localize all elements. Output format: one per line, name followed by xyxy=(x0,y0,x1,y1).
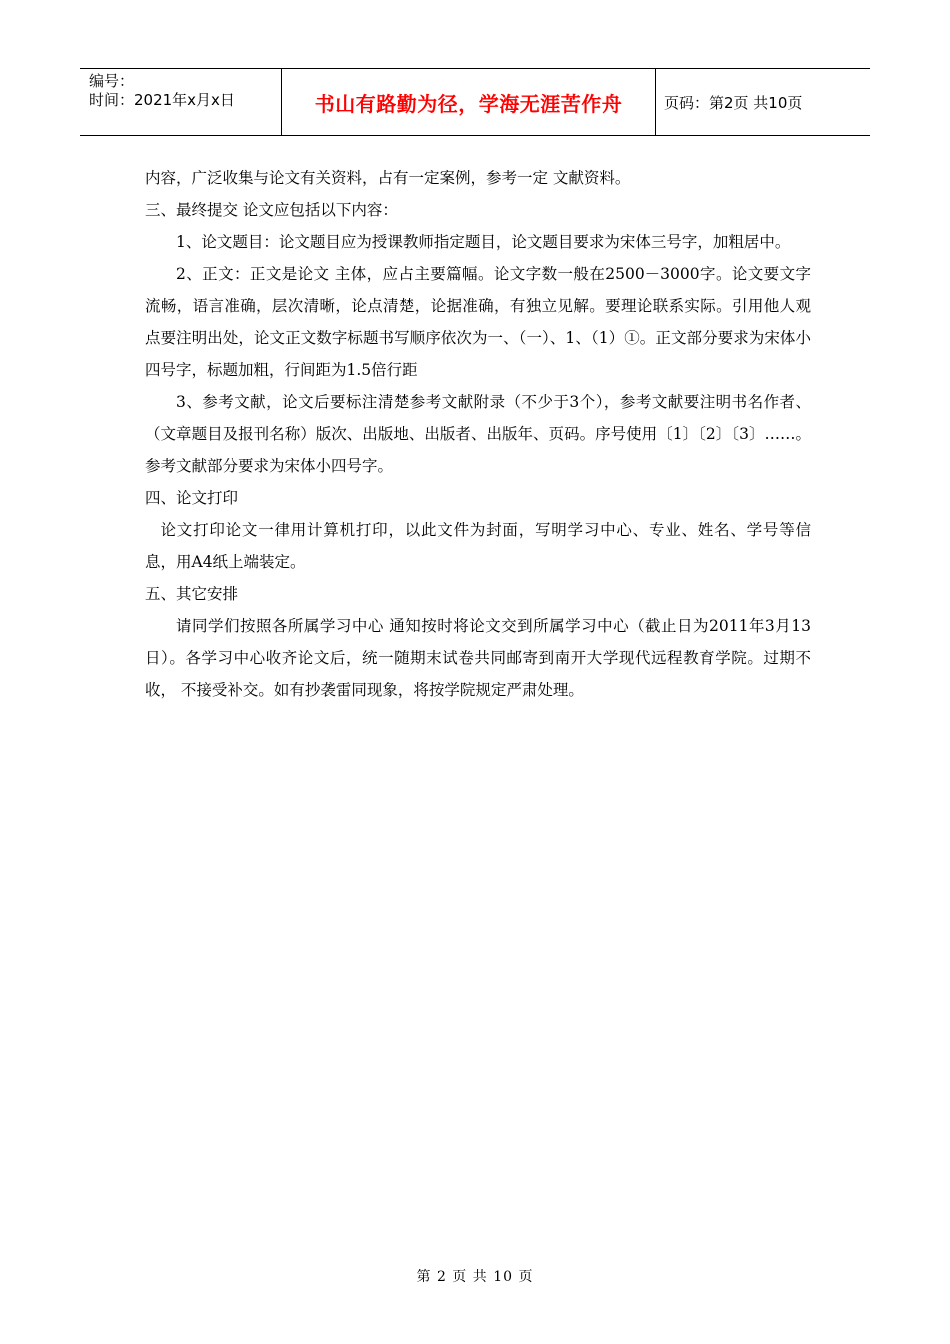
document-header xyxy=(80,68,870,136)
paragraph-printing: 论文打印论文一律用计算机打印，以此文件为封面，写明学习中心、专业、姓名、学号等信息，用A4纸上端装定。 xyxy=(145,521,811,571)
header-motto: 书山有路勤为径，学海无涯苦作舟 xyxy=(282,69,656,135)
paragraph-body-requirements: 2、正文：正文是论文 主体，应占主要篇幅。论文字数一般在2500－3000字。论文要文字流畅，语言准确，层次清晰，论点清楚，论据准确，有独立见解。要理论联系实际。引用他人观点要注明出处，论文正文数字标题书写顺序依次为一、（一）、1、（1）①。正文部分要求为宋体小四号字，标题加粗，行间距为1.5倍行距 xyxy=(145,265,811,379)
section-heading-submission: 三、最终提交 论文应包括以下内容： xyxy=(145,201,398,219)
document-time-label: 时间：2021年x月x日 xyxy=(89,91,235,109)
paragraph-references-requirements: 3、参考文献，论文后要标注清楚参考文献附录（不少于3个），参考文献要注明书名作者、（文章题目及报刊名称）版次、出版地、出版者、出版年、页码。序号使用〔1〕〔2〕〔3〕……。 参考文献部分要求为宋体小四号字。 xyxy=(145,393,811,475)
header-page-info: 页码：第2页 共10页 xyxy=(664,93,803,112)
paragraph-intro-continuation: 内容，广泛收集与论文有关资料，占有一定案例，参考一定 文献资料。 xyxy=(145,169,631,187)
paragraph-other-arrangements: 请同学们按照各所属学习中心 通知按时将论文交到所属学习中心（截止日为2011年3月13日）。各学习中心收齐论文后，统一随期末试卷共同邮寄到南开大学现代远程教育学院。过期不收， 不接受补交。如有抄袭雷同现象，将按学院规定严肃处理。 xyxy=(145,617,811,699)
section-heading-other: 五、其它安排 xyxy=(145,585,239,603)
page-footer: 第 2 页 共 10 页 xyxy=(416,1269,534,1285)
document-body xyxy=(145,162,811,706)
paragraph-title-requirements: 1、论文题目：论文题目应为授课教师指定题目，论文题目要求为宋体三号字，加粗居中。 xyxy=(176,233,791,251)
section-heading-printing: 四、论文打印 xyxy=(145,489,239,507)
header-meta-cell xyxy=(80,69,282,135)
document-number-label: 编号： xyxy=(89,72,135,90)
